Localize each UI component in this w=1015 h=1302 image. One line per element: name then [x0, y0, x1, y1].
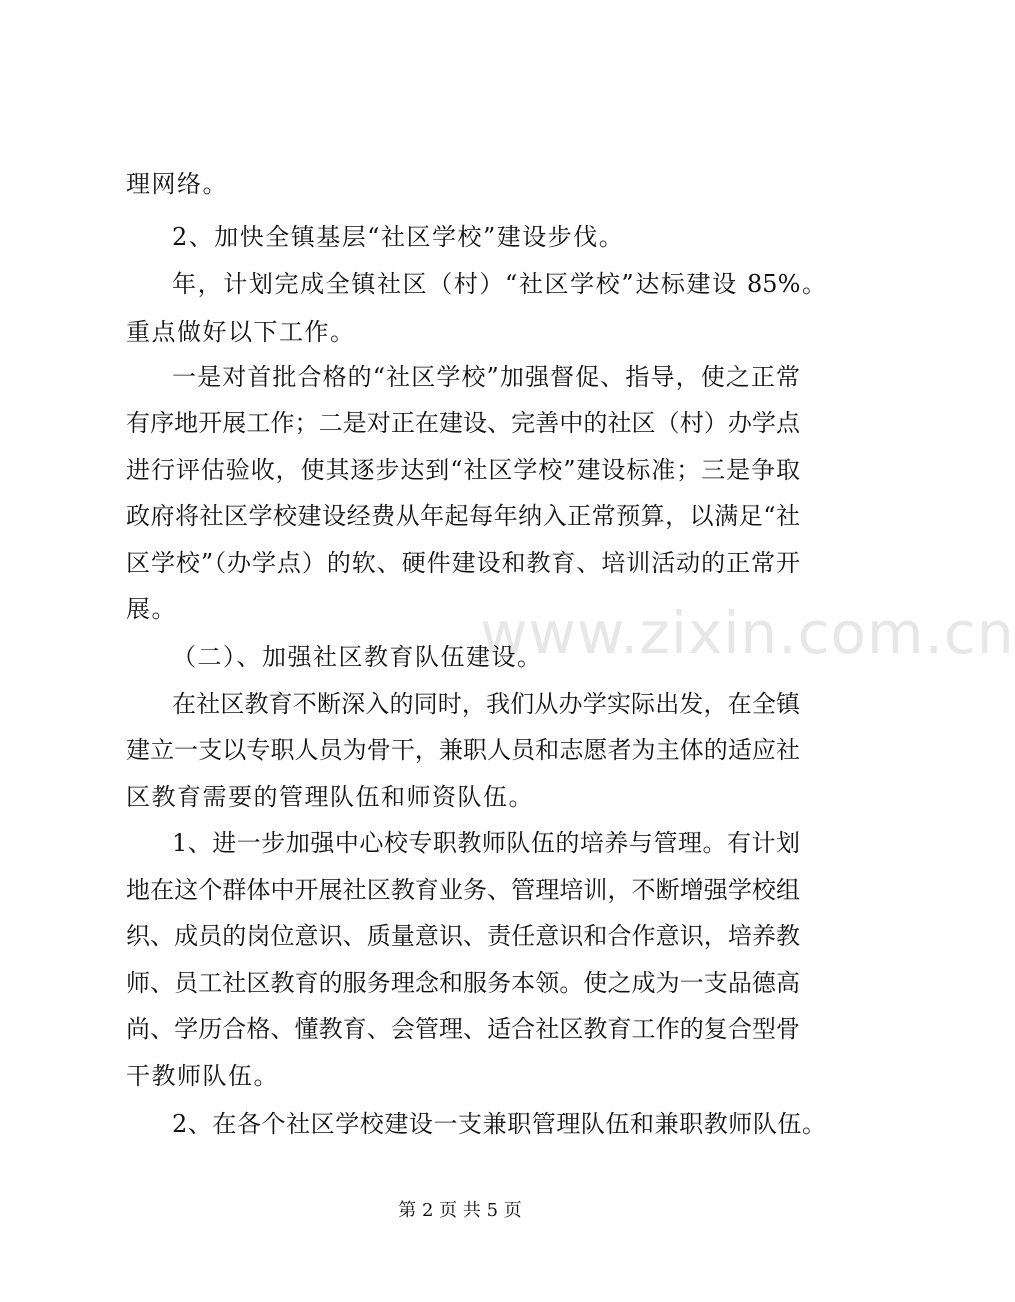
text-line: 织、成员的岗位意识、质量意识、责任意识和合作意识，培养教 [126, 922, 800, 950]
section-heading: （二）、加强社区教育队伍建设。 [172, 643, 543, 671]
text-line: 重点做好以下工作。 [126, 318, 356, 346]
text-line: 在社区教育不断深入的同时，我们从办学实际出发，在全镇 [172, 690, 800, 718]
text-line: 一是对首批合格的“社区学校”加强督促、指导，使之正常 [172, 363, 800, 391]
text-line: 2、在各个社区学校建设一支兼职管理队伍和兼职教师队伍。 [172, 1110, 826, 1138]
text-line: 师、员工社区教育的服务理念和服务本领。使之成为一支品德高 [126, 969, 800, 997]
text-line: 进行评估验收，使其逐步达到“社区学校”建设标准；三是争取 [126, 456, 800, 484]
section-heading: 2、加快全镇基层“社区学校”建设步伐。 [172, 223, 625, 251]
text-line: 年，计划完成全镇社区（村）“社区学校”达标建设 85%。 [172, 270, 826, 298]
text-line: 展。 [126, 595, 177, 623]
text-line: 建立一支以专职人员为骨干，兼职人员和志愿者为主体的适应社 [126, 736, 800, 764]
text-line: 区教育需要的管理队伍和师资队伍。 [126, 783, 534, 811]
text-line: 有序地开展工作；二是对正在建设、完善中的社区（村）办学点 [126, 409, 800, 437]
text-line: 尚、学历合格、懂教育、会管理、适合社区教育工作的复合型骨 [126, 1015, 800, 1043]
text-line: 理网络。 [126, 170, 228, 198]
text-line: 区学校”（办学点）的软、硬件建设和教育、培训活动的正常开 [126, 549, 800, 577]
text-line: 1、进一步加强中心校专职教师队伍的培养与管理。有计划 [172, 829, 800, 857]
page-footer: 第 2 页 共 5 页 [398, 1200, 522, 1221]
text-line: 政府将社区学校建设经费从年起每年纳入正常预算，以满足“社 [126, 502, 800, 530]
watermark: www.zixin.com.cn [480, 599, 1015, 667]
text-line: 干教师队伍。 [126, 1062, 279, 1090]
text-line: 地在这个群体中开展社区教育业务、管理培训，不断增强学校组 [126, 876, 800, 904]
